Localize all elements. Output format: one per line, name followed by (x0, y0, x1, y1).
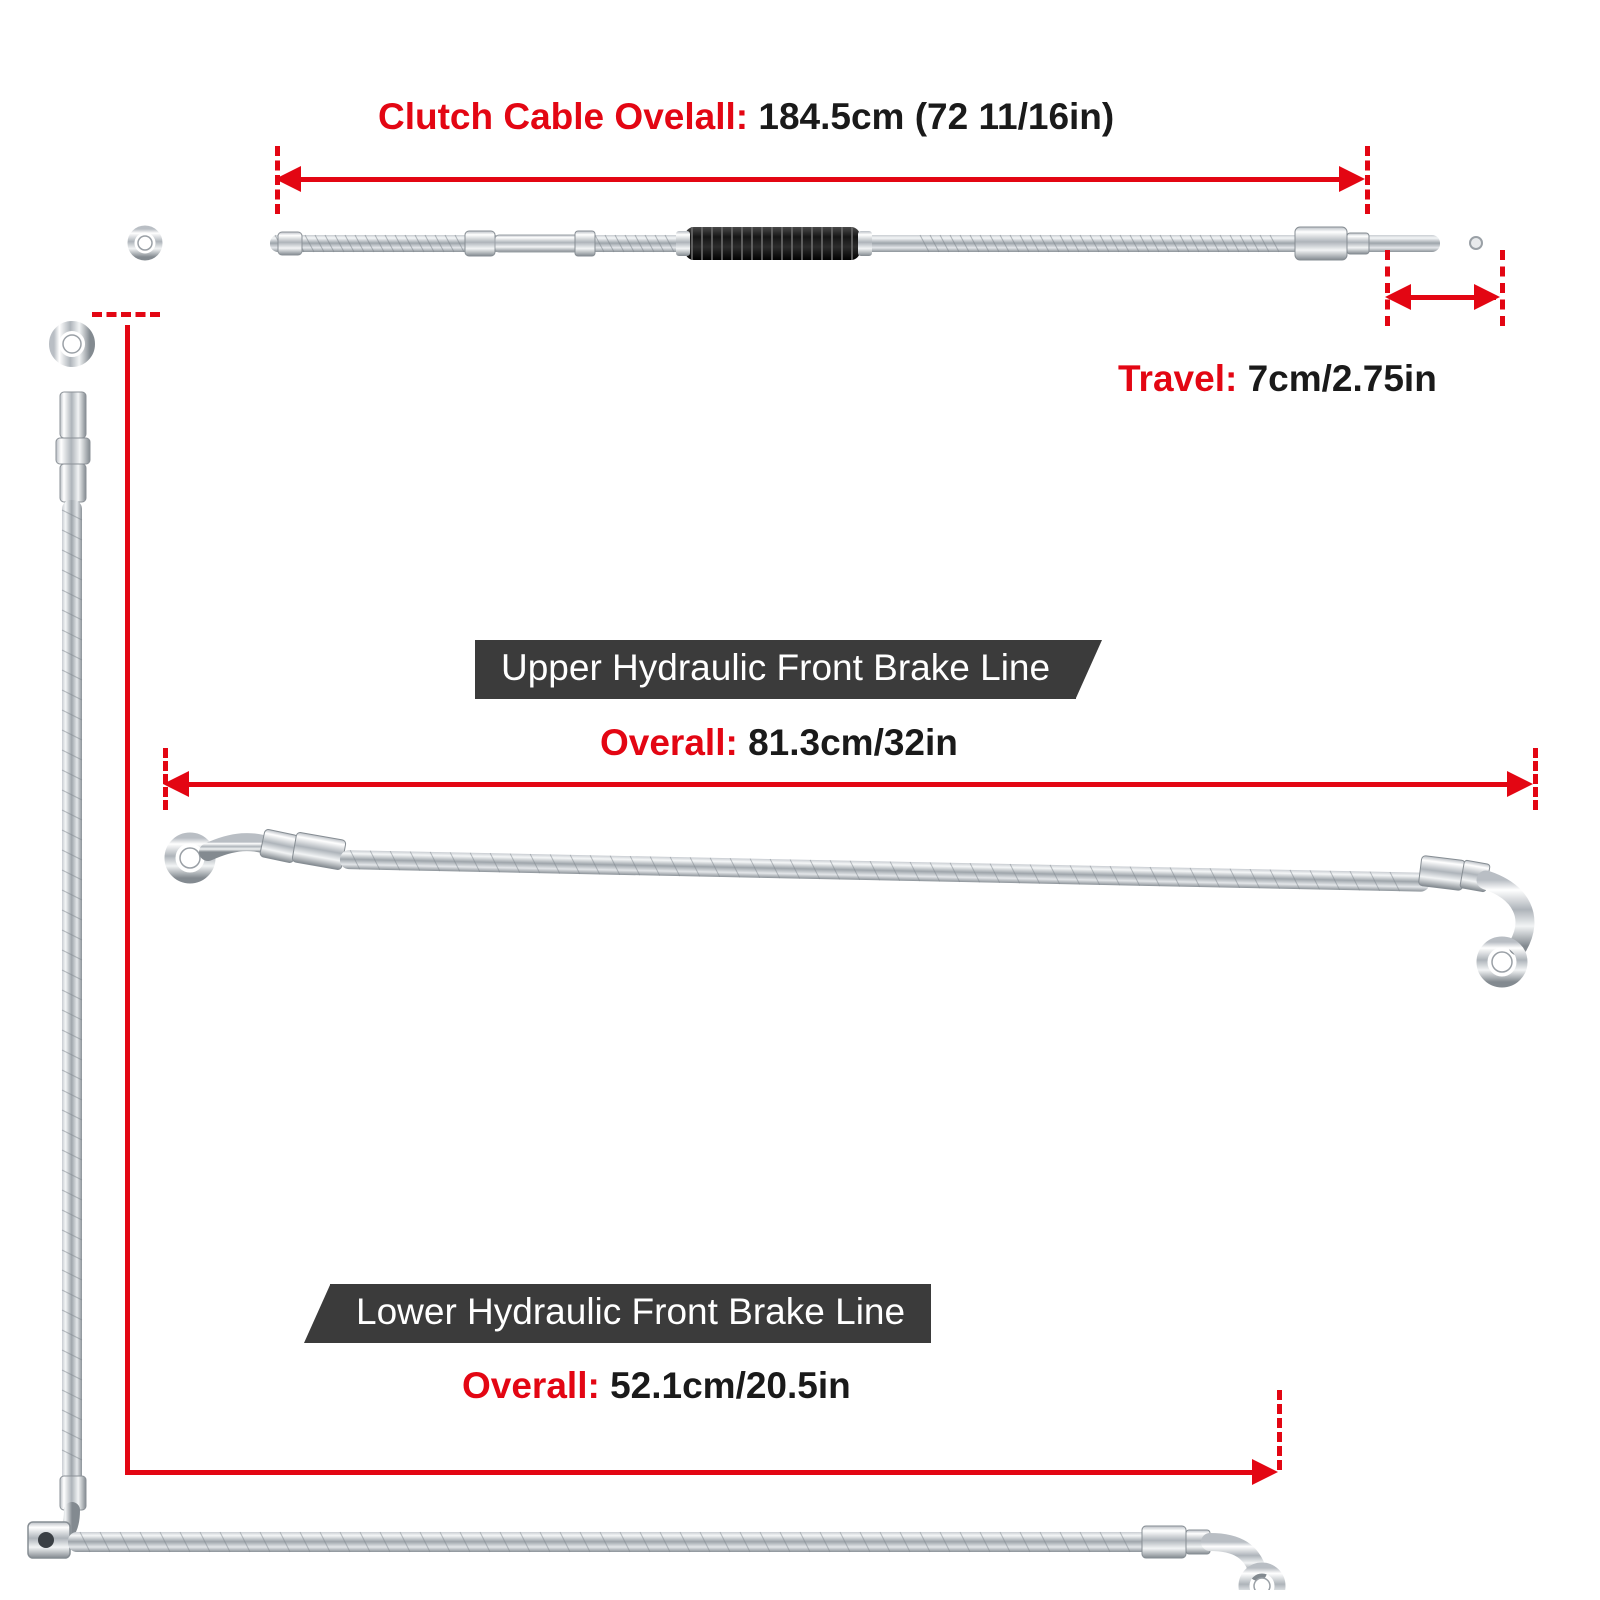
upper-dim-tick-right (1533, 748, 1538, 810)
clutch-cable-overall-label (378, 96, 1114, 138)
travel-arrow-right (1474, 284, 1500, 310)
clutch-dim-line (288, 177, 1352, 182)
clutch-cable-graphic (120, 215, 1520, 295)
clutch-cable-overall-title: Clutch Cable Ovelall: (378, 96, 749, 137)
clutch-dim-tick-right (1365, 146, 1370, 214)
upper-overall-title: Overall: (600, 722, 738, 763)
upper-dim-arrow-left (163, 771, 189, 797)
upper-brake-line-overall-label (600, 722, 958, 764)
upper-dim-line (176, 782, 1521, 787)
upper-brake-line-banner-label: Upper Hydraulic Front Brake Line (501, 647, 1051, 688)
travel-label-title: Travel: (1118, 358, 1238, 399)
clutch-dim-arrow-left (275, 166, 301, 192)
upper-dim-arrow-right (1507, 771, 1533, 797)
travel-tick-right (1500, 250, 1505, 326)
clutch-dim-arrow-right (1339, 166, 1365, 192)
upper-overall-value: 81.3cm/32in (748, 722, 958, 763)
lower-brake-line-banner (330, 1284, 931, 1343)
upper-brake-line-banner (475, 640, 1076, 699)
lower-overall-value: 52.1cm/20.5in (610, 1365, 851, 1406)
lower-overall-title: Overall: (462, 1365, 600, 1406)
travel-label-value: 7cm/2.75in (1247, 358, 1437, 399)
travel-arrow-left (1385, 284, 1411, 310)
lower-brake-line-banner-label: Lower Hydraulic Front Brake Line (356, 1291, 906, 1332)
lower-brake-line-overall-label (462, 1365, 851, 1407)
clutch-cable-overall-value: 184.5cm (72 11/16in) (758, 96, 1115, 137)
upper-brake-line-graphic (150, 810, 1570, 1020)
